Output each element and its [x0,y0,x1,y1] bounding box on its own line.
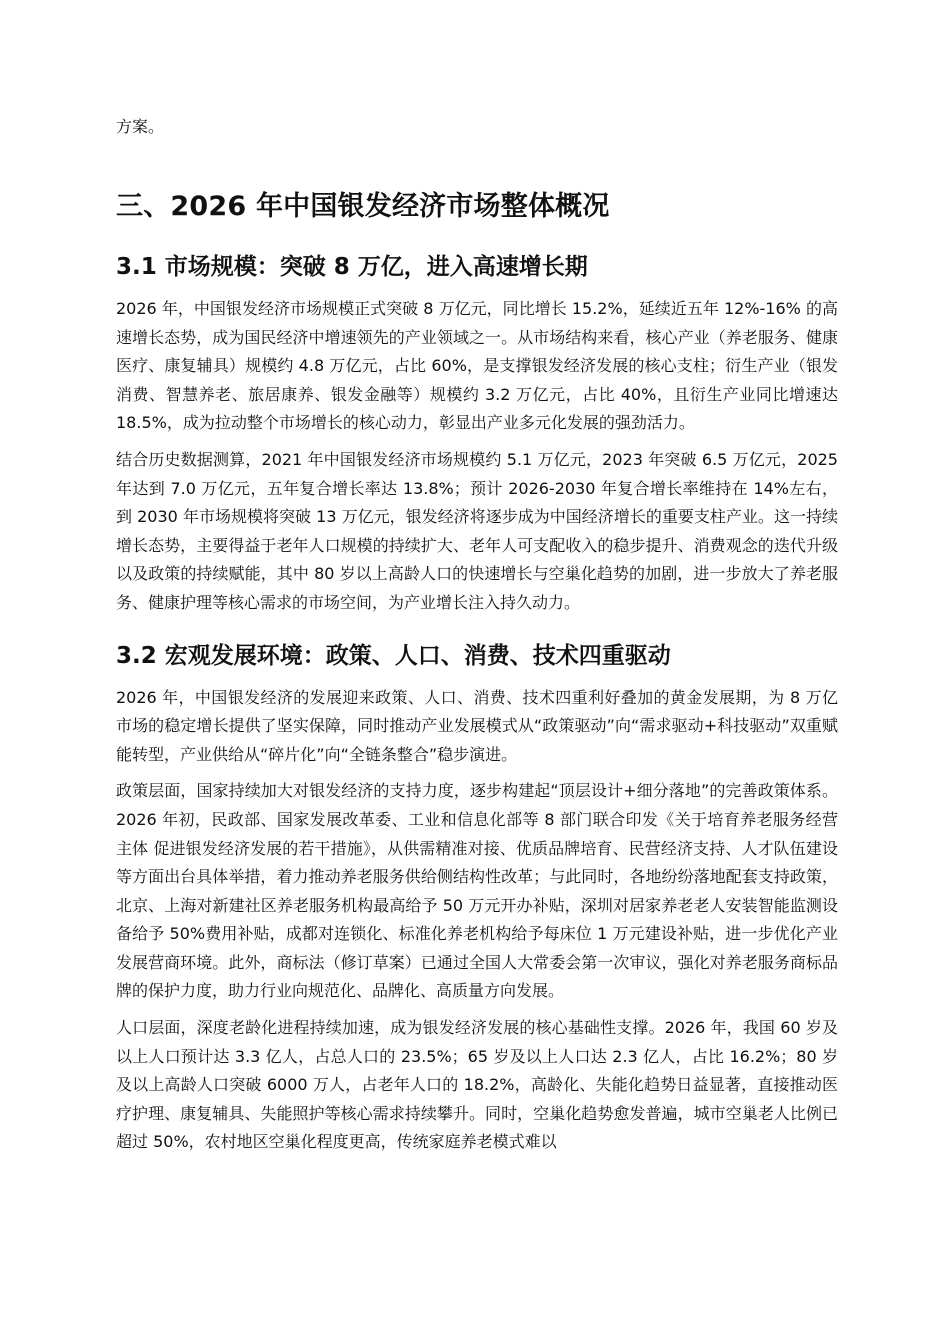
document-page [116,112,838,1157]
paragraph-3-2-policy: 政策层面，国家持续加大对银发经济的支持力度，逐步构建起“顶层设计+细分落地”的完善政策体系。2026 年初，民政部、国家发展改革委、工业和信息化部等 8 部门联合印发《关于培育养老服务经营主体 促进银发经济发展的若干措施》，从供需精准对接、优质品牌培育、民营经济支持、人才队伍建设等方面出台具体举措，着力推动养老服务供给侧结构性改革；与此同时，各地纷纷落地配套支持政策，北京、上海对新建社区养老服务机构最高给予 50 万元开办补贴，深圳对居家养老老人安装智能监测设备给予 50%费用补贴，成都对连锁化、标准化养老机构给予每床位 1 万元建设补贴，进一步优化产业发展营商环境。此外，商标法（修订草案）已通过全国人大常委会第一次审议，强化对养老服务商标品牌的保护力度，助力行业向规范化、品牌化、高质量方向发展。 [116,781,838,1001]
paragraph-3-1-market-scale: 2026 年，中国银发经济市场规模正式突破 8 万亿元，同比增长 15.2%，延续近五年 12%-16% 的高速增长态势，成为国民经济中增速领先的产业领域之一。从市场结构来看，核心产业（养老服务、健康医疗、康复辅具）规模约 4.8 万亿元，占比 60%，是支撑银发经济发展的核心支柱；衍生产业（银发消费、智慧养老、旅居康养、银发金融等）规模约 3.2 万亿元，占比 40%，且衍生产业同比增速达 18.5%，成为拉动整个市场增长的核心动力，彰显出产业多元化发展的强劲活力。 [116,299,838,433]
paragraph-3-1-growth-history: 结合历史数据测算，2021 年中国银发经济市场规模约 5.1 万亿元，2023 年突破 6.5 万亿元，2025 年达到 7.0 万亿元，五年复合增长率达 13.8%；预计 2026-2030 年复合增长率维持在 14%左右，到 2030 年市场规模将突破 13 万亿元，银发经济将逐步成为中国经济增长的重要支柱产业。这一持续增长态势，主要得益于老年人口规模的持续扩大、老年人可支配收入的稳步提升、消费观念的迭代升级以及政策的持续赋能，其中 80 岁以上高龄人口的快速增长与空巢化趋势的加剧，进一步放大了养老服务、健康护理等核心需求的市场空间，为产业增长注入持久动力。 [116,449,838,612]
paragraph-3-2-population: 人口层面，深度老龄化进程持续加速，成为银发经济发展的核心基础性支撑。2026 年，我国 60 岁及以上人口预计达 3.3 亿人，占总人口的 23.5%；65 岁及以上人口达 2.3 亿人，占比 16.2%；80 岁及以上高龄人口突破 6000 万人，占老年人口的 18.2%，高龄化、失能化趋势日益显著，直接推动医疗护理、康复辅具、失能照护等核心需求持续攀升。同时，空巢化趋势愈发普遍，城市空巢老人比例已超过 50%，农村地区空巢化程度更高，传统家庭养老模式难以 [116,1018,838,1152]
subsection-3-2-heading: 3.2 宏观发展环境：政策、人口、消费、技术四重驱动 [116,642,671,669]
continuation-text: 方案。 [116,117,165,136]
paragraph-3-2-overview: 2026 年，中国银发经济的发展迎来政策、人口、消费、技术四重利好叠加的黄金发展期，为 8 万亿市场的稳定增长提供了坚实保障，同时推动产业发展模式从“政策驱动”向“需求驱动+科技驱动”双重赋能转型，产业供给从“碎片化”向“全链条整合”稳步演进。 [116,687,838,764]
section-3-heading: 三、2026 年中国银发经济市场整体概况 [116,191,610,222]
subsection-3-1-heading: 3.1 市场规模：突破 8 万亿，进入高速增长期 [116,254,588,280]
